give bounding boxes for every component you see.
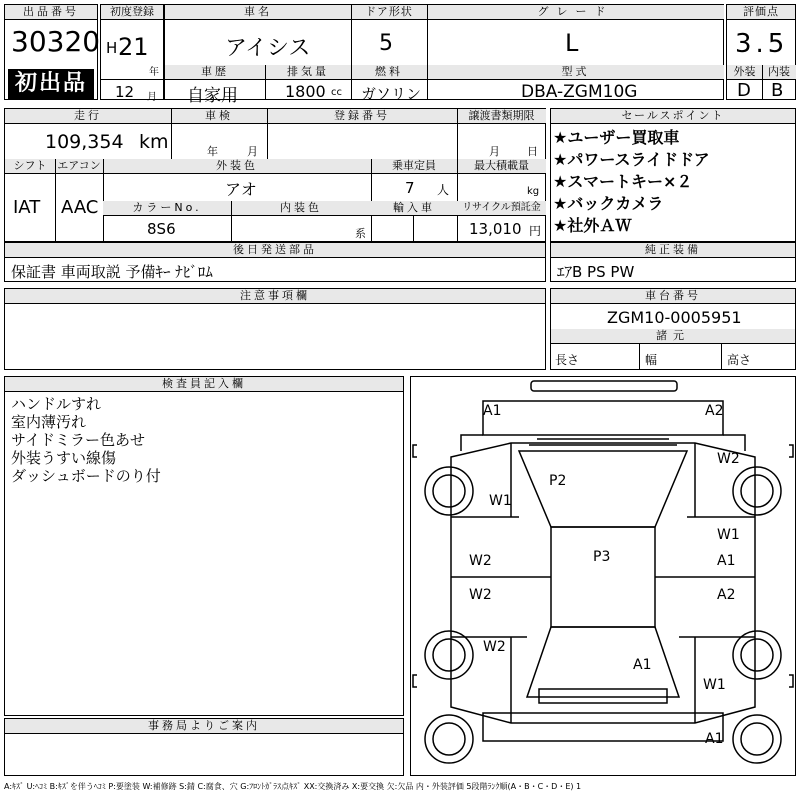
score-box — [726, 4, 796, 100]
sales-point: ★ユーザー買取車 — [553, 128, 680, 147]
inspector-notes — [11, 395, 161, 485]
sales-point: ★スマートキー×２ — [553, 172, 693, 191]
capacity-label: 乗車定員 — [371, 159, 457, 174]
fuel-value: ガソリン — [361, 85, 422, 103]
diagram-mark: W2 — [469, 553, 492, 569]
registration-month: 12 — [115, 83, 135, 101]
chassis-value: ZGM10-0005951 — [607, 308, 742, 327]
fuel-label: 燃料 — [351, 65, 427, 80]
shift-value: IAT — [13, 197, 41, 218]
diagram-mark: A2 — [717, 587, 736, 603]
diagram-mark: W2 — [483, 639, 506, 655]
car-name-label: 車名 — [165, 5, 351, 20]
caution-box — [4, 288, 546, 370]
caution-label: 注意事項欄 — [5, 289, 545, 304]
exterior-score: D — [737, 80, 751, 101]
doors-value: 5 — [379, 31, 393, 56]
diagram-mark: W2 — [717, 451, 740, 467]
registration-era: H — [106, 39, 118, 57]
diagram-mark: W1 — [489, 493, 512, 509]
grade-label: グレード — [427, 5, 724, 20]
sales-points-label: セールスポイント — [551, 109, 795, 124]
first-listing-badge: 初出品 — [8, 69, 94, 99]
displacement-value: 1800 — [285, 82, 326, 101]
inspection-label: 車検 — [171, 109, 267, 124]
transfer-label: 譲渡書類期限 — [457, 109, 546, 124]
diagram-mark: A2 — [705, 403, 724, 419]
legend-text: A:ｷｽﾞ U:ﾍｺﾐ B:ｷｽﾞを伴うﾍｺﾐ P:要塗装 W:補修跡 S:錆 C:腐食、穴 G:ﾌﾛﾝﾄｶﾞﾗｽ点ｷｽﾞ XX:交換済み X:要交換 欠:欠品 内・外装評価 5段階ﾗﾝｸ順(A・B・C・D・E) 1 — [4, 782, 582, 791]
diagram-mark: P2 — [549, 473, 567, 489]
exterior-color-value: アオ — [225, 180, 257, 199]
dimension-length: 長さ — [555, 353, 580, 367]
interior-score: B — [771, 80, 784, 101]
lot-number-label: 出品番号 — [5, 5, 97, 20]
diagram-mark: W1 — [717, 527, 740, 543]
later-parts-value: 保証書 車両取説 予備ｷｰ ﾅﾋﾞﾛﾑ — [11, 263, 213, 281]
diagram-mark: W2 — [469, 587, 492, 603]
lot-number: 30320 — [11, 25, 101, 58]
exterior-color-label: 外装色 — [103, 159, 371, 174]
chassis-box — [550, 288, 796, 370]
registration-month-unit: 月 — [147, 92, 157, 103]
displacement-unit: cc — [331, 87, 342, 98]
sales-point: ★パワースライドドア — [553, 150, 710, 169]
mileage-value: 109,354 — [45, 131, 124, 153]
model-label: 型式 — [427, 65, 724, 80]
history-label: 車歴 — [165, 65, 265, 80]
diagram-mark: P3 — [593, 549, 611, 565]
max-load-unit: kg — [527, 186, 540, 197]
inspector-note: 外装うすい線傷 — [11, 449, 117, 467]
dimension-height: 高さ — [727, 353, 752, 367]
dimensions-label: 諸元 — [551, 329, 795, 344]
diagram-mark: A1 — [717, 553, 736, 569]
later-parts-box — [4, 242, 546, 282]
car-diagram — [410, 376, 796, 776]
max-load-label: 最大積載量 — [457, 159, 546, 174]
score-value: 3.5 — [735, 29, 789, 59]
office-label: 事務局よりご案内 — [5, 719, 403, 734]
sales-points-box — [550, 108, 796, 242]
interior-color-label: 内装色 — [231, 201, 371, 216]
import-label: 輸入車 — [371, 201, 457, 216]
doors-label: ドア形状 — [351, 5, 427, 20]
aircon-value: AAC — [61, 197, 99, 218]
diagram-mark: A1 — [705, 731, 724, 747]
inspection-month-unit: 月 — [247, 145, 258, 158]
diagram-mark: A1 — [633, 657, 652, 673]
registration-label: 初度登録 — [101, 5, 163, 20]
displacement-label: 排気量 — [265, 65, 351, 80]
grade-value: L — [565, 29, 579, 57]
model-value: DBA-ZGM10G — [521, 82, 638, 102]
equipment-box — [550, 242, 796, 282]
mileage-unit: km — [139, 131, 169, 153]
car-name: アイシス — [225, 36, 311, 61]
aircon-label: エアコン — [55, 159, 103, 174]
diagram-mark: W1 — [703, 677, 726, 693]
inspector-note: 室内薄汚れ — [11, 413, 87, 431]
dimension-width: 幅 — [645, 353, 658, 367]
registration-year-unit: 年 — [149, 67, 159, 78]
interior-score-label: 内装 — [762, 65, 796, 80]
transfer-day-unit: 日 — [527, 145, 538, 158]
registration-year: 21 — [118, 33, 149, 61]
transfer-month-unit: 月 — [489, 145, 500, 158]
office-box — [4, 718, 404, 776]
sales-point: ★バックカメラ — [553, 194, 664, 213]
interior-color-unit: 系 — [355, 227, 366, 240]
inspector-box — [4, 376, 404, 716]
chassis-label: 車台番号 — [551, 289, 795, 304]
shift-label: シフト — [5, 159, 55, 174]
inspector-note: ハンドルすれ — [11, 395, 102, 413]
score-label: 評価点 — [727, 5, 795, 20]
capacity-unit: 人 — [437, 183, 450, 197]
lot-number-box — [4, 4, 101, 100]
sales-point: ★社外ＡＷ — [553, 216, 632, 235]
exterior-score-label: 外装 — [727, 65, 762, 80]
sales-points-list — [553, 127, 710, 237]
plate-label: 登録番号 — [267, 109, 457, 124]
diagram-mark: A1 — [483, 403, 502, 419]
color-no-label: カラーNo. — [103, 201, 231, 216]
equipment-label: 純正装備 — [551, 243, 795, 258]
color-no-value: 8S6 — [147, 220, 176, 238]
inspection-year-unit: 年 — [207, 145, 218, 158]
capacity-value: 7 — [405, 179, 415, 197]
history-value: 自家用 — [187, 86, 238, 106]
vehicle-detail-box — [4, 108, 546, 242]
later-parts-label: 後日発送部品 — [5, 243, 545, 258]
car-info-box — [164, 4, 724, 106]
car-diagram-svg — [411, 377, 795, 775]
recycle-value: 13,010 — [469, 220, 522, 238]
inspector-note: サイドミラー色あせ — [11, 431, 145, 449]
inspector-note: ダッシュボードのり付 — [11, 467, 161, 485]
equipment-value: ｴｱB PS PW — [557, 263, 635, 281]
registration-box — [100, 4, 164, 103]
mileage-label: 走行 — [5, 109, 171, 124]
inspector-label: 検査員記入欄 — [5, 377, 403, 392]
recycle-label: リサイクル預託金 — [457, 201, 546, 216]
recycle-unit: 円 — [529, 224, 542, 238]
